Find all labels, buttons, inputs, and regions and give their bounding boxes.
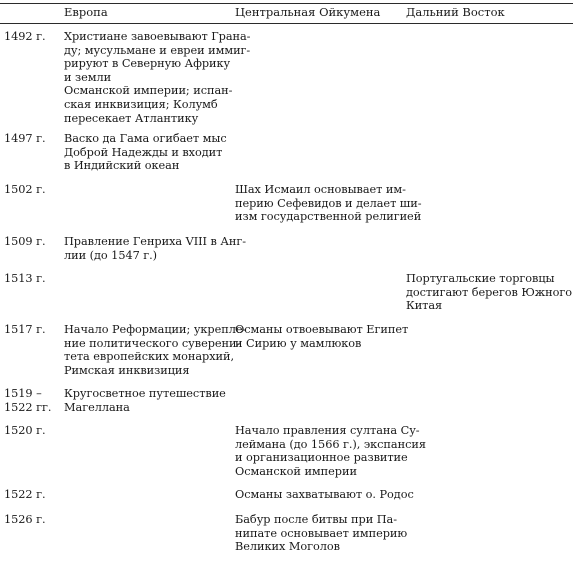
row-europe-event: Васко да Гама огибает мыс Доброй Надежды и входит в Индийский океан [64,132,227,173]
row-central-event: Османы отвоевывают Египет и Сирию у мамлюков [235,323,409,350]
row-year: 1509 г. [4,235,46,248]
row-europe-event: Начало Реформации; укрепле- ние политического суверени- тета европейских монархий, Римская инквизиция [64,323,247,377]
row-year: 1513 г. [4,272,46,285]
row-central-event: Бабур после битвы при Па- нипате основывает империю Великих Моголов [235,513,408,554]
table-top-rule [0,3,573,4]
header-central-oikumene: Центральная Ойкумена [235,5,381,19]
row-year: 1522 г. [4,488,46,501]
row-year: 1526 г. [4,513,46,526]
row-europe-event: Кругосветное путешествие Магеллана [64,387,226,414]
header-europe: Европа [64,5,108,19]
row-central-event: Османы захватывают о. Родос [235,488,414,501]
row-europe-event: Христиане завоевывают Грана- ду; мусульмане и евреи иммиг- рируют в Северную Африку и земли Османской империи; испан- ская инквизиция; Колумб пересекает Атлантику [64,30,251,125]
header-bottom-rule [0,23,573,24]
row-year: 1492 г. [4,30,46,43]
row-year: 1497 г. [4,132,46,145]
row-year: 1520 г. [4,424,46,437]
row-central-event: Шах Исмаил основывает им- перию Сефевидов и делает ши- изм государственной религией [235,183,422,224]
row-far-east-event: Португальские торговцы достигают берегов Южного Китая [406,272,572,313]
row-year: 1519 – 1522 гг. [4,387,52,414]
row-year: 1517 г. [4,323,46,336]
row-central-event: Начало правления султана Су- леймана (до 1566 г.), экспансия и организационное развитие Османской империи [235,424,426,478]
header-far-east: Дальний Восток [406,5,505,19]
row-year: 1502 г. [4,183,46,196]
row-europe-event: Правление Генриха VIII в Анг- лии (до 1547 г.) [64,235,246,262]
